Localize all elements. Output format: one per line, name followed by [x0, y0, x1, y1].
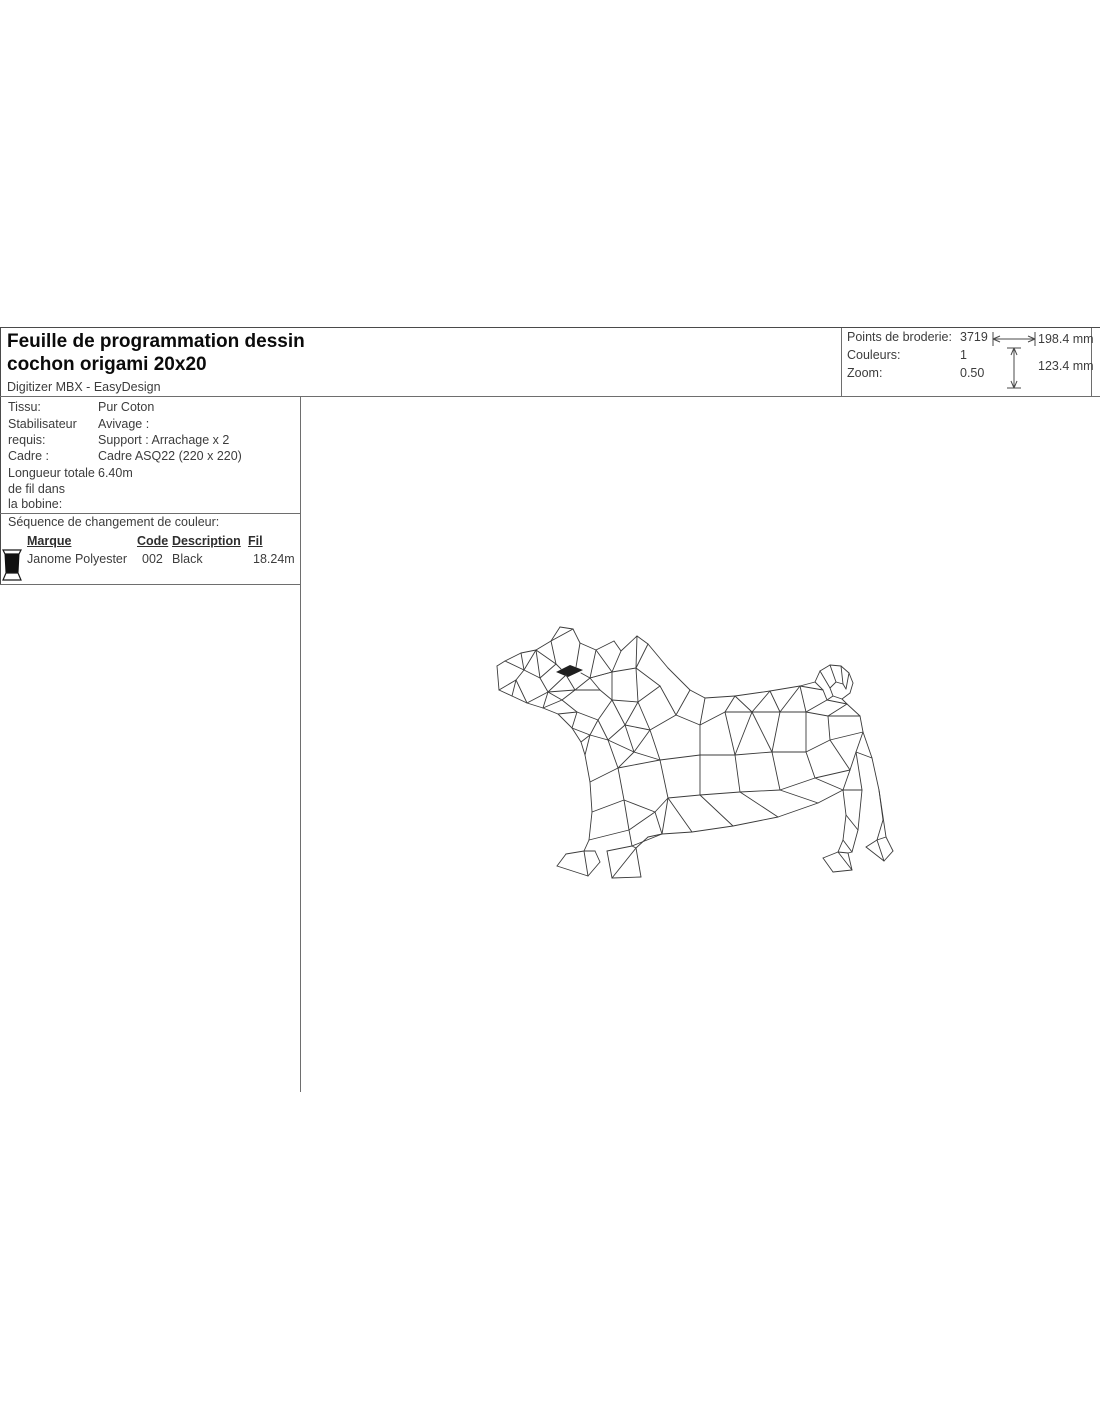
thread-fil-length: 18.24m [253, 552, 295, 566]
stitch-count-value: 3719 [960, 330, 988, 344]
thread-marque: Janome Polyester [27, 552, 128, 566]
thread-code: 002 [142, 552, 163, 566]
column-header-fil: Fil [248, 534, 263, 548]
thread-description: Black [172, 552, 203, 566]
column-header-code: Code [137, 534, 169, 548]
column-header-description: Description [172, 534, 241, 548]
stabilisateur-label-line1: Stabilisateur [8, 417, 77, 431]
longueur-label-line1: Longueur totale [8, 466, 95, 480]
tissu-value: Pur Coton [98, 400, 155, 414]
longueur-label-line2: de fil dans [8, 481, 65, 496]
design-height-value: 123.4 mm [1038, 359, 1094, 373]
stabilisateur-value-line1: Avivage : [98, 417, 150, 431]
software-name: Digitizer MBX - EasyDesign [7, 380, 161, 394]
tissu-label: Tissu: [8, 400, 41, 414]
column-header-marque: Marque [27, 534, 72, 548]
zoom-label: Zoom: [847, 366, 883, 380]
color-sequence-heading: Séquence de changement de couleur: [8, 515, 220, 529]
longueur-value: 6.40m [98, 466, 133, 480]
stabilisateur-value-line2: Support : Arrachage x 2 [98, 432, 230, 447]
page-title-line2: cochon origami 20x20 [7, 354, 207, 375]
cadre-label: Cadre : [8, 449, 49, 463]
stabilisateur-label-line2: requis: [8, 432, 46, 447]
color-count-label: Couleurs: [847, 348, 901, 362]
design-width-value: 198.4 mm [1038, 332, 1094, 346]
cadre-value: Cadre ASQ22 (220 x 220) [98, 449, 242, 463]
color-count-value: 1 [960, 348, 967, 362]
longueur-label-line3: la bobine: [8, 497, 63, 511]
stitch-count-label: Points de broderie: [847, 330, 952, 344]
zoom-value: 0.50 [960, 366, 985, 380]
page-title-line1: Feuille de programmation dessin [7, 331, 305, 352]
